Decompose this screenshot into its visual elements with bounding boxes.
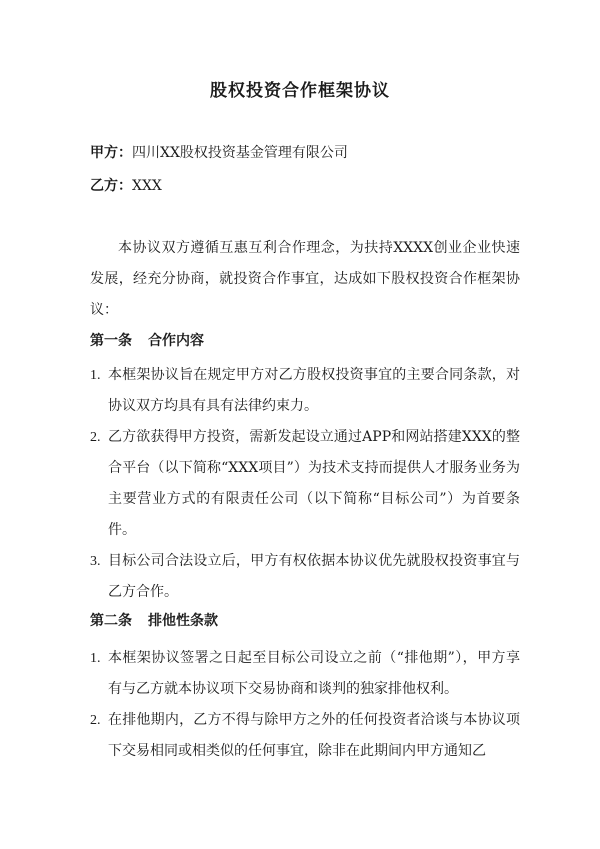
- section-1-heading: [90, 330, 204, 350]
- party-b-line: [90, 175, 162, 195]
- section-2-heading: [90, 610, 218, 630]
- clause-number: 1.: [90, 651, 101, 666]
- clause-number: 1.: [90, 368, 101, 383]
- clause-text: 乙方欲获得甲方投资，需新发起设立通过APP和网站搭建XXX的整合平台（以下简称“XXX项目”）为技术支持而提供人才服务业务为主要营业方式的有限责任公司（以下简称“目标公司”）为首要条件。: [108, 429, 520, 538]
- party-a-value: 四川XX股权投资基金管理有限公司: [132, 145, 348, 161]
- preamble-paragraph: 本协议双方遵循互惠互利合作理念，为扶持XXXX创业企业快速发展，经充分协商，就投资合作事宜，达成如下股权投资合作框架协议：: [90, 240, 520, 318]
- clause-text: 在排他期内，乙方不得与除甲方之外的任何投资者洽谈与本协议项下交易相同或相类似的任何事宜，除非在此期间内甲方通知乙: [108, 712, 520, 759]
- party-b-value: XXX: [132, 178, 162, 194]
- section-2-clause-1: [90, 643, 520, 705]
- section-2-number: 第二条: [90, 613, 132, 629]
- section-2-title: 排他性条款: [148, 613, 218, 629]
- section-1-number: 第一条: [90, 333, 132, 349]
- party-a-label: 甲方：: [90, 145, 132, 161]
- document-title: 股权投资合作框架协议: [210, 81, 390, 101]
- clause-number: 2.: [90, 713, 101, 728]
- section-1-clause-3: [90, 546, 520, 608]
- clause-text: 目标公司合法设立后，甲方有权依据本协议优先就股权投资事宜与乙方合作。: [108, 553, 520, 600]
- party-a-line: [90, 142, 348, 162]
- section-2-clause-2: [90, 705, 520, 767]
- clause-text: 本框架协议签署之日起至目标公司设立之前（“排他期”），甲方享有与乙方就本协议项下交易协商和谈判的独家排他权利。: [108, 650, 520, 697]
- clause-number: 2.: [90, 430, 101, 445]
- section-1-title: 合作内容: [148, 333, 204, 349]
- section-1-clause-1: [90, 360, 520, 422]
- clause-text: 本框架协议旨在规定甲方对乙方股权投资事宜的主要合同条款，对协议双方均具有具有法律约束力。: [108, 367, 520, 414]
- party-b-label: 乙方：: [90, 178, 132, 194]
- clause-number: 3.: [90, 554, 101, 569]
- section-1-clause-2: [90, 422, 520, 546]
